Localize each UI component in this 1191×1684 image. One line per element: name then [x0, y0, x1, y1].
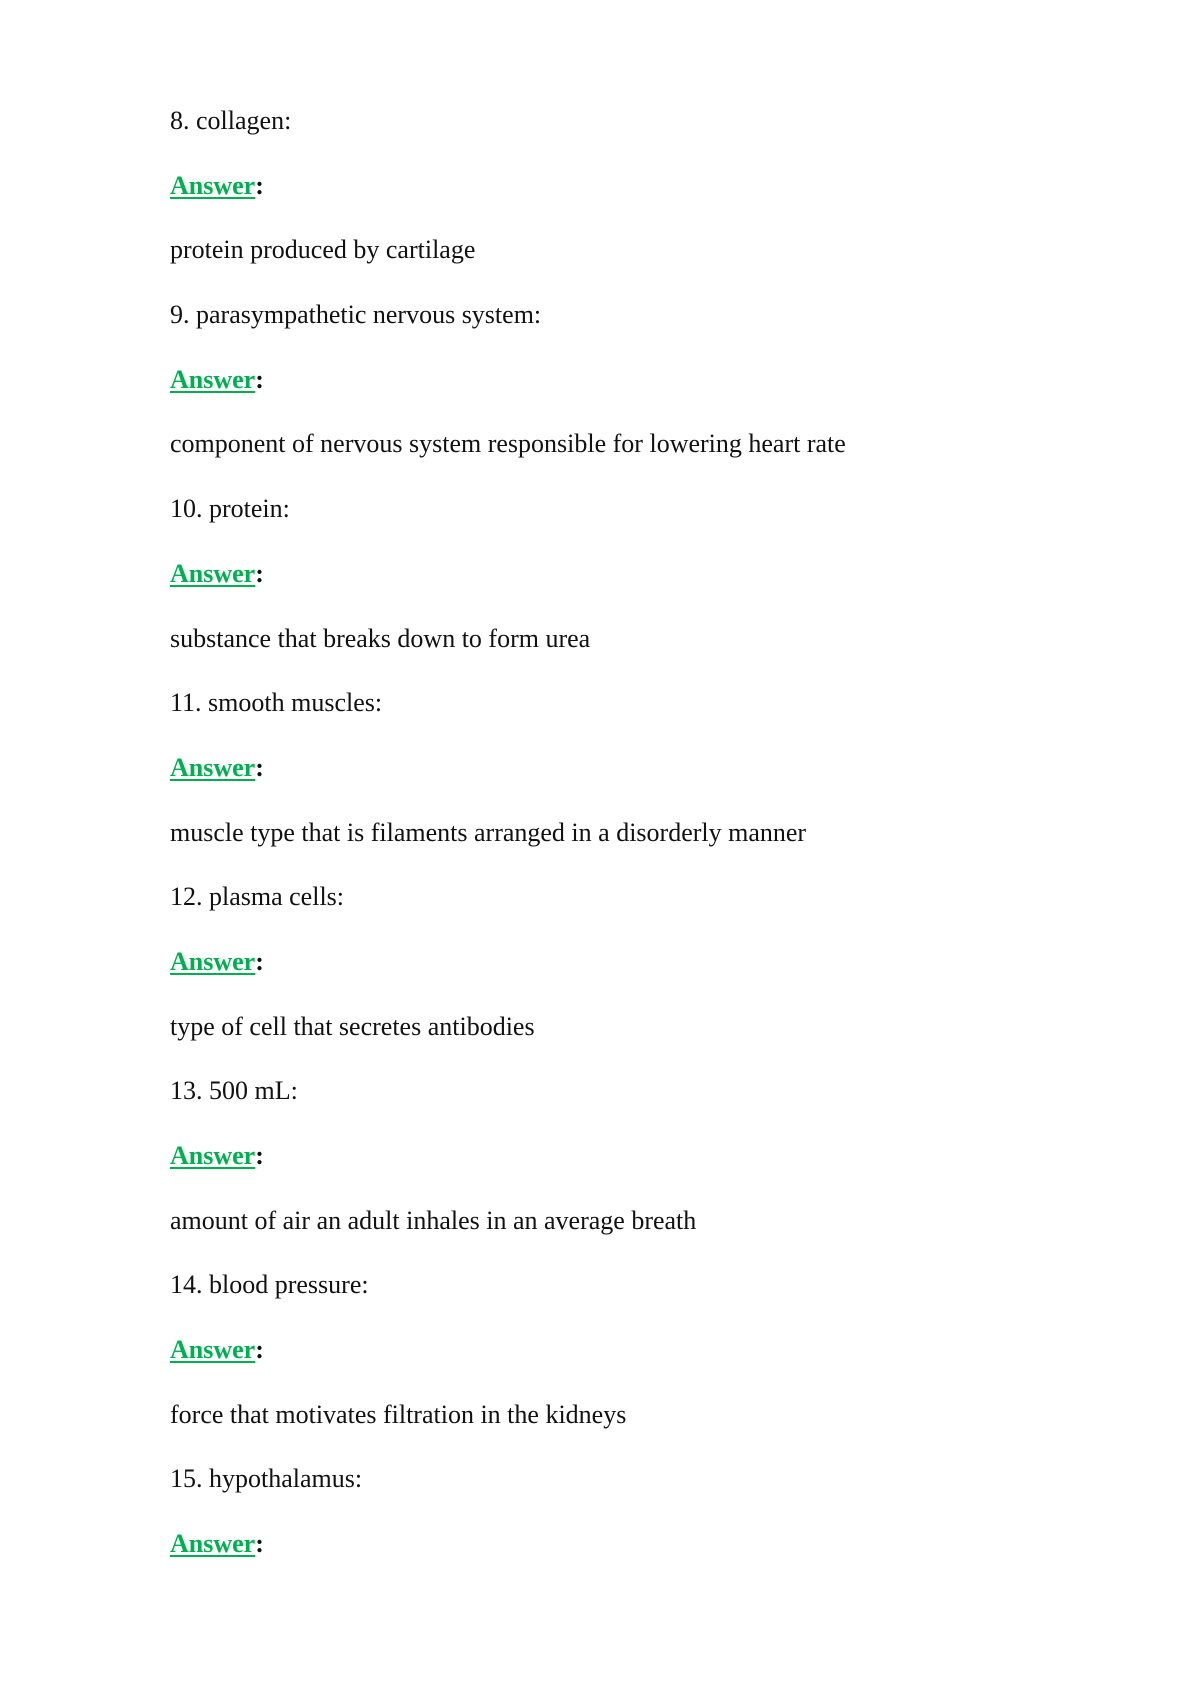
answer-13: amount of air an adult inhales in an average breath	[170, 1205, 697, 1235]
answer-label	[170, 1141, 1130, 1206]
answer-colon: :	[255, 170, 264, 200]
answer-label	[170, 753, 1130, 818]
answer-label	[170, 1529, 1130, 1594]
answer-word: Answer	[170, 1529, 256, 1559]
answer-colon: :	[255, 1141, 264, 1170]
answer-label	[170, 365, 1130, 430]
answer-11: muscle type that is filaments arranged in a disorderly manner	[170, 817, 807, 847]
answer-9: component of nervous system responsible for lowering heart rate	[170, 429, 846, 459]
answer-word: Answer	[170, 946, 256, 976]
answer-label	[170, 947, 1130, 1012]
question-14: 14. blood pressure:	[170, 1270, 369, 1300]
question-15: 15. hypothalamus:	[170, 1464, 363, 1494]
document-page	[170, 106, 1130, 1594]
answer-14: force that motivates filtration in the kidneys	[170, 1399, 627, 1429]
answer-word: Answer	[170, 170, 256, 200]
question-10: 10. protein:	[170, 494, 290, 524]
answer-colon: :	[255, 1529, 264, 1559]
answer-word: Answer	[170, 558, 256, 588]
answer-12: type of cell that secretes antibodies	[170, 1011, 535, 1041]
answer-colon: :	[255, 946, 264, 976]
answer-colon: :	[255, 558, 264, 588]
question-12: 12. plasma cells:	[170, 882, 345, 912]
question-8: 8. collagen:	[170, 106, 292, 135]
answer-colon: :	[255, 364, 264, 394]
answer-8: protein produced by cartilage	[170, 235, 476, 265]
answer-word: Answer	[170, 1335, 256, 1365]
answer-word: Answer	[170, 1141, 256, 1170]
answer-word: Answer	[170, 752, 256, 782]
answer-label	[170, 559, 1130, 624]
answer-label	[170, 171, 1130, 236]
answer-label	[170, 1335, 1130, 1400]
answer-colon: :	[255, 1335, 264, 1365]
answer-word: Answer	[170, 364, 256, 394]
question-13: 13. 500 mL:	[170, 1076, 298, 1106]
question-9: 9. parasympathetic nervous system:	[170, 300, 542, 330]
question-11: 11. smooth muscles:	[170, 688, 383, 718]
answer-colon: :	[255, 752, 264, 782]
answer-10: substance that breaks down to form urea	[170, 623, 591, 653]
